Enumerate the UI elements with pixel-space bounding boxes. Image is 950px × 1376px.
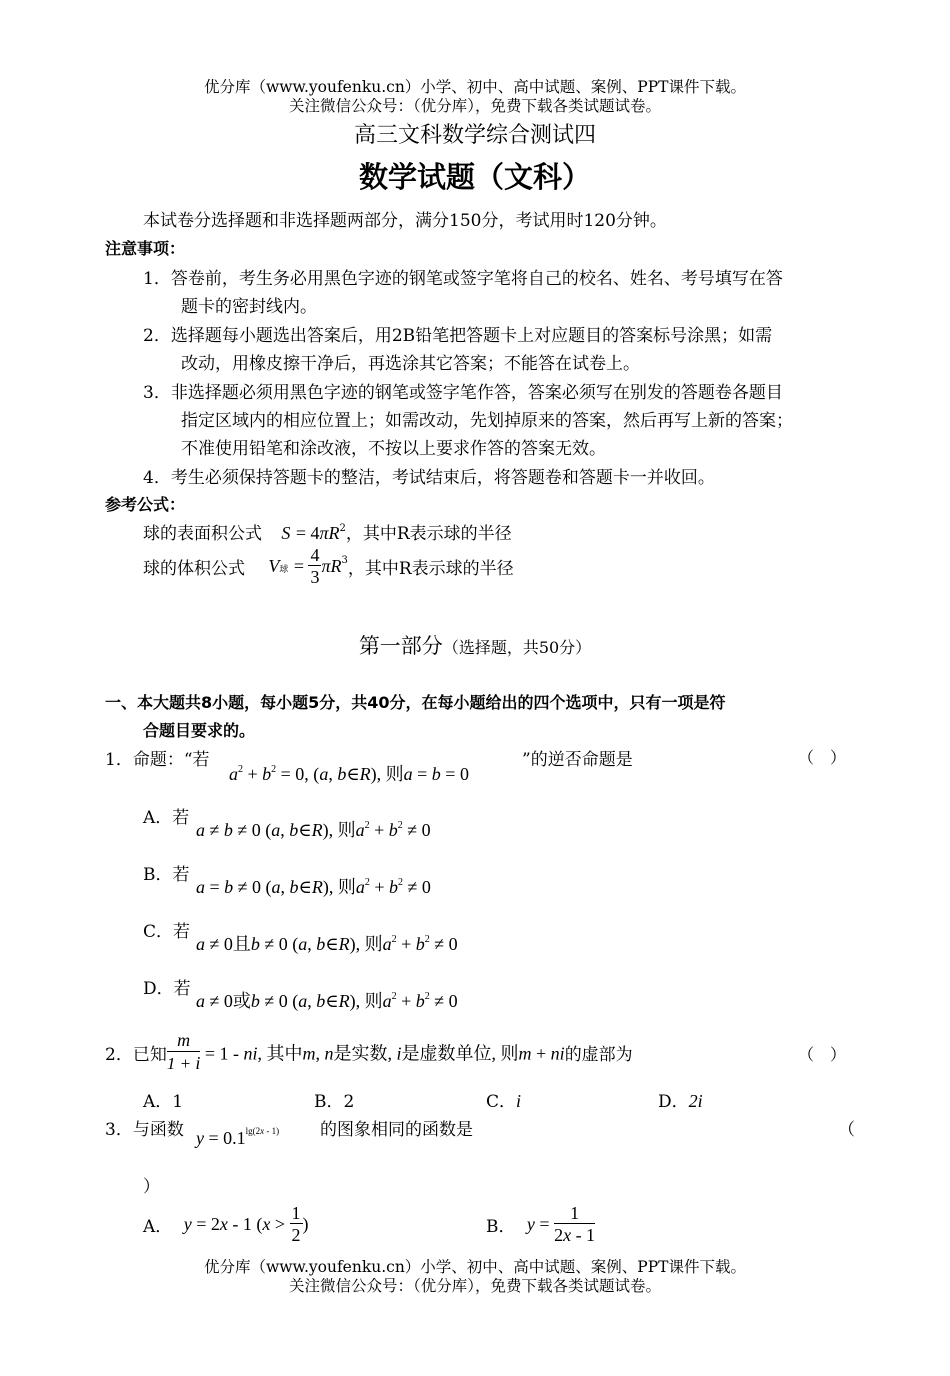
header-line-1: 优分库（www.youfenku.cn）小学、初中、高中试题、案例、PPT课件下载。: [203, 78, 747, 96]
formula-heading: 参考公式：: [105, 495, 186, 514]
notice-item-3-cont: 指定区域内的相应位置上；如需改动，先划掉原来的答案，然后再写上新的答案；: [181, 411, 793, 431]
intro-text: 本试卷分选择题和非选择题两部分，满分150分，考试用时120分钟。: [143, 211, 667, 231]
question-1-answer-blank[interactable]: （ ）: [798, 748, 847, 767]
question-3-paren-close[interactable]: ）: [143, 1177, 160, 1197]
sphere-volume-formula: 球的体积公式 V球 = $\frac{4}{3}$ $\pi R^3$，其中R表示球的半径: [143, 545, 514, 587]
q1-option-c[interactable]: a ≠ 0且b ≠ 0 (a, b∈R), 则$a^2 + b^2 \ne 0$: [196, 934, 458, 954]
q2-option-b[interactable]: B．2: [314, 1092, 355, 1112]
notice-item-2-cont: 改动，用橡皮擦干净后，再选涂其它答案；不能答在试卷上。: [181, 354, 640, 374]
section-one-line-1: 一、本大题共8小题，每小题5分，共40分，在每小题给出的四个选项中，只有一项是符: [105, 693, 726, 712]
part-one-title: 第一部分（选择题，共50分）: [358, 634, 592, 658]
q1-option-a[interactable]: a ≠ b ≠ 0 (a, b∈R), 则$a^2 + b^2 \ne 0$: [196, 820, 431, 840]
q1-option-d-label: D．若: [143, 979, 191, 999]
q1-option-a-label: A．若: [143, 808, 190, 828]
q2-option-d[interactable]: D．2i: [658, 1091, 703, 1112]
q3-option-a[interactable]: A． y = 2x - 1 (x > $\frac{1}{2}$ ): [143, 1203, 309, 1245]
q1-option-b-label: B．若: [143, 865, 190, 885]
notice-item-3-cont2: 不准使用铅笔和涂改液，不按以上要求作答的答案无效。: [181, 439, 606, 459]
notice-item-1-cont: 题卡的密封线内。: [181, 297, 317, 317]
sphere-area-formula: 球的表面积公式 $S = 4\pi R^2$，其中R表示球的半径: [143, 523, 512, 544]
notice-heading: 注意事项：: [105, 239, 186, 258]
q2-option-a[interactable]: A．1: [143, 1092, 184, 1112]
q1-option-d[interactable]: a ≠ 0或b ≠ 0 (a, b∈R), 则$a^2 + b^2 \ne 0$: [196, 991, 458, 1011]
question-3-suffix: 的图象相同的函数是: [320, 1120, 473, 1140]
notice-item-3: 3．非选择题必须用黑色字迹的钢笔或签字笔作答，答案必须写在别发的答题卷各题目: [143, 383, 783, 403]
q3-option-b[interactable]: B． y = $\frac{1}{2x - 1}$: [486, 1203, 596, 1245]
question-2-stem: 2．已知 $\frac{m}{1 + i}$ = 1 - ni, 其中m, n是实数, i是虚数单位, 则m + ni的虚部为: [105, 1030, 633, 1073]
question-3-function: $y = 0.1^{lg(2x - 1)}$: [196, 1126, 280, 1148]
question-3-stem: 3．与函数: [105, 1120, 184, 1140]
question-1-condition: $a^2 + b^2 = 0$, (a, b∈R), 则a = b = 0: [229, 764, 469, 784]
exam-title: 数学试题（文科）: [358, 160, 591, 194]
section-one-line-2: 合题目要求的。: [143, 721, 256, 740]
notice-item-4: 4．考生必须保持答题卡的整洁，考试结束后，将答题卷和答题卡一并收回。: [143, 468, 715, 488]
exam-subtitle: 高三文科数学综合测试四: [353, 123, 596, 148]
footer-line-2: 关注微信公众号：（优分库），免费下载各类试题试卷。: [288, 1277, 661, 1295]
notice-item-2: 2．选择题每小题选出答案后，用2B铅笔把答题卡上对应题目的答案标号涂黑；如需: [143, 326, 773, 346]
notice-item-1: 1．答卷前，考生务必用黑色字迹的钢笔或签字笔将自己的校名、姓名、考号填写在答: [143, 269, 783, 289]
question-2-answer-blank[interactable]: （ ）: [798, 1045, 847, 1064]
q1-option-c-label: C．若: [143, 922, 191, 942]
footer-line-1: 优分库（www.youfenku.cn）小学、初中、高中试题、案例、PPT课件下载。: [203, 1258, 747, 1276]
q1-option-b[interactable]: a = b ≠ 0 (a, b∈R), 则$a^2 + b^2 \ne 0$: [196, 877, 431, 897]
q2-option-c[interactable]: C．i: [486, 1091, 522, 1112]
question-1-suffix: ”的逆否命题是: [522, 750, 633, 770]
header-line-2: 关注微信公众号：（优分库），免费下载各类试题试卷。: [288, 97, 661, 115]
question-3-paren-open[interactable]: （: [838, 1120, 855, 1140]
question-1-stem: 1．命题：“若: [105, 750, 210, 770]
